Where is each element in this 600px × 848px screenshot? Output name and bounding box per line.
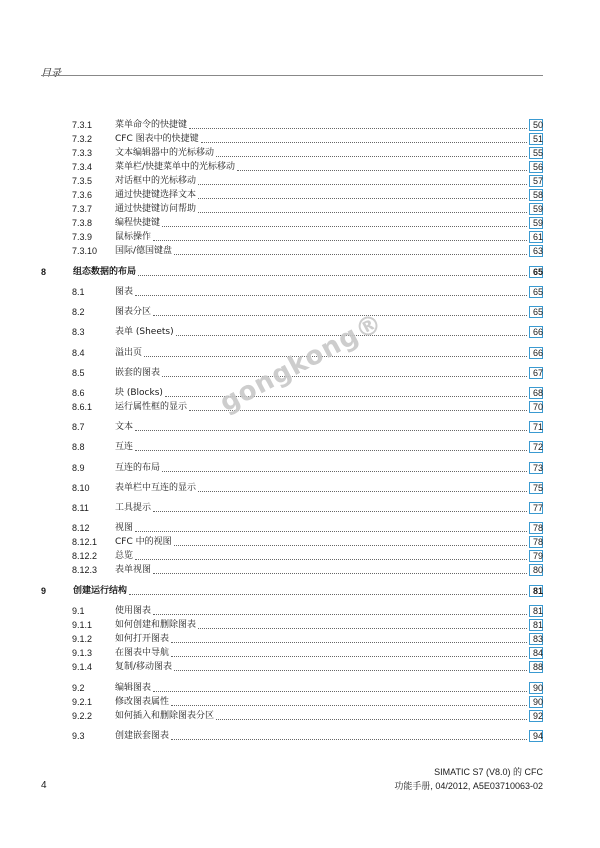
toc-entry-number: 7.3.9 (72, 232, 93, 242)
toc-dot-leader (198, 198, 527, 199)
toc-entry-number: 7.3.7 (72, 204, 93, 214)
toc-entry[interactable] (0, 132, 600, 146)
toc-entry-title[interactable]: 如何创建和删除图表 (115, 620, 197, 630)
toc-dot-leader (153, 614, 527, 615)
toc-page-number[interactable]: 94 (532, 731, 543, 741)
toc-dot-leader (153, 573, 527, 574)
toc-entry[interactable] (0, 695, 600, 709)
toc-dot-leader (174, 545, 527, 546)
toc-entry[interactable] (0, 216, 600, 230)
toc-page-number[interactable]: 83 (532, 634, 543, 644)
toc-dot-leader (171, 739, 527, 740)
toc-page-number[interactable]: 71 (532, 422, 543, 432)
toc-dot-leader (135, 295, 527, 296)
toc-entry-number: 9.2 (72, 683, 85, 693)
toc-entry-number: 7.3.3 (72, 148, 93, 158)
toc-entry[interactable] (0, 729, 600, 743)
toc-entry-number: 8.12 (72, 523, 90, 533)
toc-entry-title[interactable]: 溢出页 (115, 348, 143, 358)
toc-page-number[interactable]: 92 (532, 711, 543, 721)
toc-entry-title[interactable]: 国际/德国键盘 (115, 246, 173, 256)
toc-page-number[interactable]: 81 (532, 620, 543, 630)
toc-entry-title[interactable]: 鼠标操作 (115, 232, 152, 242)
toc-entry[interactable] (0, 535, 600, 549)
toc-entry-title[interactable]: 表单栏中互连的显示 (115, 483, 197, 493)
toc-entry-title[interactable]: 创建运行结构 (73, 586, 128, 596)
toc-entry-title[interactable]: 文本编辑器中的光标移动 (115, 148, 215, 158)
toc-page-number[interactable]: 78 (532, 523, 543, 533)
toc-entry-number: 8 (41, 267, 47, 277)
toc-dot-leader (162, 226, 527, 227)
toc-entry-number: 7.3.8 (72, 218, 93, 228)
toc-entry[interactable] (0, 325, 600, 339)
toc-entry-number: 8.2 (72, 307, 85, 317)
toc-page-number[interactable]: 67 (532, 368, 543, 378)
toc-page-number[interactable]: 73 (532, 463, 543, 473)
toc-entry-title[interactable]: 修改图表属性 (115, 697, 170, 707)
toc-entry-title[interactable]: 创建嵌套图表 (115, 731, 170, 741)
toc-entry-title[interactable]: 复制/移动图表 (115, 662, 173, 672)
toc-entry-number: 8.10 (72, 483, 90, 493)
toc-entry[interactable] (0, 604, 600, 618)
toc-entry-title[interactable]: 编程快捷键 (115, 218, 161, 228)
toc-entry-title[interactable]: 总览 (115, 551, 134, 561)
toc-entry-title[interactable]: CFC 中的视图 (115, 537, 172, 547)
toc-entry-number: 8.4 (72, 348, 85, 358)
toc-entry-title[interactable]: 在图表中导航 (115, 648, 170, 658)
toc-dot-leader (201, 142, 527, 143)
toc-page-number[interactable]: 84 (532, 648, 543, 658)
footer-product-line: SIMATIC S7 (V8.0) 的 CFC (434, 767, 543, 777)
toc-page-number[interactable]: 90 (532, 697, 543, 707)
toc-entry-title[interactable]: 文本 (115, 422, 134, 432)
toc-page-number[interactable]: 58 (532, 190, 543, 200)
toc-dot-leader (153, 315, 527, 316)
toc-dot-leader (198, 184, 527, 185)
toc-dot-leader (162, 471, 527, 472)
toc-entry[interactable] (0, 118, 600, 132)
toc-entry-title[interactable]: 使用图表 (115, 606, 152, 616)
watermark: gongkong® (215, 307, 389, 419)
toc-page-number[interactable]: 80 (532, 565, 543, 575)
toc-dot-leader (162, 376, 527, 377)
toc-dot-leader (135, 450, 527, 451)
toc-entry-title[interactable]: 表单 (Sheets) (115, 327, 174, 337)
toc-page-number[interactable]: 59 (532, 218, 543, 228)
toc-entry-number: 9.1 (72, 606, 85, 616)
toc-entry[interactable] (0, 660, 600, 674)
toc-page-number[interactable]: 75 (532, 483, 543, 493)
toc-entry-number: 9 (41, 586, 47, 596)
toc-entry-title[interactable]: 通过快捷键访问帮助 (115, 204, 197, 214)
toc-dot-leader (135, 531, 527, 532)
toc-entry-title[interactable]: CFC 图表中的快捷键 (115, 134, 199, 144)
toc-dot-leader (198, 628, 527, 629)
toc-dot-leader (174, 254, 527, 255)
toc-entry[interactable] (0, 230, 600, 244)
toc-entry-title[interactable]: 互连 (115, 442, 134, 452)
toc-entry-number: 9.1.3 (72, 648, 93, 658)
toc-entry-number: 8.12.2 (72, 551, 98, 561)
toc-entry-number: 8.1 (72, 287, 85, 297)
toc-entry[interactable] (0, 202, 600, 216)
toc-dot-leader (216, 719, 527, 720)
toc-dot-leader (216, 156, 527, 157)
toc-entry-title[interactable]: 通过快捷键选择文本 (115, 190, 197, 200)
toc-entry-number: 7.3.4 (72, 162, 93, 172)
toc-page-number[interactable]: 72 (532, 442, 543, 452)
toc-page-number[interactable]: 78 (532, 537, 543, 547)
toc-page-number[interactable]: 61 (532, 232, 543, 242)
toc-page-number[interactable]: 81 (532, 606, 543, 616)
toc-entry-number: 9.1.1 (72, 620, 93, 630)
toc-dot-leader (198, 491, 527, 492)
toc-entry-title[interactable]: 菜单命令的快捷键 (115, 120, 188, 130)
toc-dot-leader (174, 670, 527, 671)
toc-page-number[interactable]: 79 (532, 551, 543, 561)
toc-entry-title[interactable]: 嵌套的图表 (115, 368, 161, 378)
toc-page-number[interactable]: 55 (532, 148, 543, 158)
toc-entry[interactable] (0, 386, 600, 400)
toc-entry[interactable] (0, 618, 600, 632)
toc-chapter-entry[interactable] (0, 265, 600, 279)
toc-entry-title[interactable]: 互连的布局 (115, 463, 161, 473)
toc-entry-title[interactable]: 表单视图 (115, 565, 152, 575)
toc-dot-leader (129, 594, 527, 595)
toc-entry[interactable] (0, 440, 600, 454)
toc-entry-number: 8.8 (72, 442, 85, 452)
toc-entry-number: 8.5 (72, 368, 85, 378)
toc-entry-title[interactable]: 如何打开图表 (115, 634, 170, 644)
toc-entry-number: 8.6.1 (72, 402, 93, 412)
toc-entry[interactable] (0, 646, 600, 660)
toc-entry[interactable] (0, 461, 600, 475)
footer-page-number: 4 (41, 780, 47, 791)
toc-entry-number: 7.3.1 (72, 120, 93, 130)
toc-page-number[interactable]: 66 (532, 327, 543, 337)
toc-entry-number: 9.3 (72, 731, 85, 741)
footer-document-info (394, 765, 543, 793)
toc-dot-leader (189, 128, 527, 129)
toc-page-number[interactable]: 68 (532, 388, 543, 398)
toc-entry[interactable] (0, 285, 600, 299)
toc-dot-leader (153, 240, 527, 241)
toc-entry[interactable] (0, 521, 600, 535)
toc-entry-title[interactable]: 块 (Blocks) (115, 388, 163, 398)
toc-dot-leader (138, 275, 527, 276)
toc-entry[interactable] (0, 420, 600, 434)
toc-page-number[interactable]: 65 (532, 287, 543, 297)
toc-entry-number: 7.3.6 (72, 190, 93, 200)
toc-entry-number: 8.12.1 (72, 537, 98, 547)
toc-entry-number: 8.9 (72, 463, 85, 473)
toc-entry-title[interactable]: 工具提示 (115, 503, 152, 513)
toc-dot-leader (198, 212, 527, 213)
toc-entry[interactable] (0, 244, 600, 258)
toc-dot-leader (135, 559, 527, 560)
toc-entry-title[interactable]: 菜单栏/快捷菜单中的光标移动 (115, 162, 236, 172)
toc-entry[interactable] (0, 305, 600, 319)
toc-dot-leader (237, 170, 527, 171)
toc-entry[interactable] (0, 160, 600, 174)
toc-entry-title[interactable]: 图表分区 (115, 307, 152, 317)
toc-entry-title[interactable]: 对话框中的光标移动 (115, 176, 197, 186)
toc-entry[interactable] (0, 146, 600, 160)
toc-dot-leader (171, 642, 527, 643)
toc-page-number[interactable]: 63 (532, 246, 543, 256)
toc-dot-leader (135, 430, 527, 431)
toc-page-number[interactable]: 50 (532, 120, 543, 130)
toc-page-number[interactable]: 81 (532, 586, 543, 596)
toc-page-number[interactable]: 56 (532, 162, 543, 172)
toc-page-number[interactable]: 59 (532, 204, 543, 214)
toc-page-number[interactable]: 66 (532, 348, 543, 358)
toc-entry-title[interactable]: 如何插入和删除图表分区 (115, 711, 215, 721)
toc-entry[interactable] (0, 563, 600, 577)
toc-entry-number: 8.12.3 (72, 565, 98, 575)
toc-page-number[interactable]: 90 (532, 683, 543, 693)
toc-entry-title[interactable]: 视图 (115, 523, 134, 533)
toc-entry[interactable] (0, 709, 600, 723)
toc-entry-title[interactable]: 运行属性框的显示 (115, 402, 188, 412)
toc-page-number[interactable]: 51 (532, 134, 543, 144)
toc-page-number[interactable]: 70 (532, 402, 543, 412)
toc-dot-leader (153, 691, 527, 692)
toc-entry[interactable] (0, 501, 600, 515)
toc-page-number[interactable]: 88 (532, 662, 543, 672)
toc-entry-number: 9.2.1 (72, 697, 93, 707)
toc-entry-number: 9.1.4 (72, 662, 93, 672)
toc-entry-number: 8.11 (72, 503, 89, 513)
toc-entry-number: 8.7 (72, 422, 85, 432)
toc-entry[interactable] (0, 174, 600, 188)
toc-entry-title[interactable]: 图表 (115, 287, 134, 297)
page-header-title: 目录 (41, 68, 61, 79)
toc-dot-leader (171, 705, 527, 706)
toc-entry-title[interactable]: 组态数据的布局 (73, 267, 137, 277)
toc-entry[interactable] (0, 632, 600, 646)
footer-manual-line: 功能手册, 04/2012, A5E03710063-02 (394, 781, 543, 791)
toc-entry[interactable] (0, 549, 600, 563)
toc-entry-number: 8.6 (72, 388, 85, 398)
toc-page-number[interactable]: 65 (532, 267, 543, 277)
toc-dot-leader (153, 511, 527, 512)
toc-dot-leader (171, 656, 527, 657)
toc-entry-number: 7.3.10 (72, 246, 98, 256)
toc-entry[interactable] (0, 188, 600, 202)
toc-entry[interactable] (0, 681, 600, 695)
toc-entry-number: 7.3.5 (72, 176, 93, 186)
toc-entry[interactable] (0, 400, 600, 414)
toc-entry-title[interactable]: 编辑图表 (115, 683, 152, 693)
toc-entry-number: 8.3 (72, 327, 85, 337)
toc-page-number[interactable]: 77 (532, 503, 543, 513)
toc-entry-number: 9.2.2 (72, 711, 93, 721)
toc-chapter-entry[interactable] (0, 584, 600, 598)
toc-entry-number: 7.3.2 (72, 134, 93, 144)
toc-page-number[interactable]: 65 (532, 307, 543, 317)
toc-entry-number: 9.1.2 (72, 634, 93, 644)
toc-page-number[interactable]: 57 (532, 176, 543, 186)
toc-entry[interactable] (0, 481, 600, 495)
